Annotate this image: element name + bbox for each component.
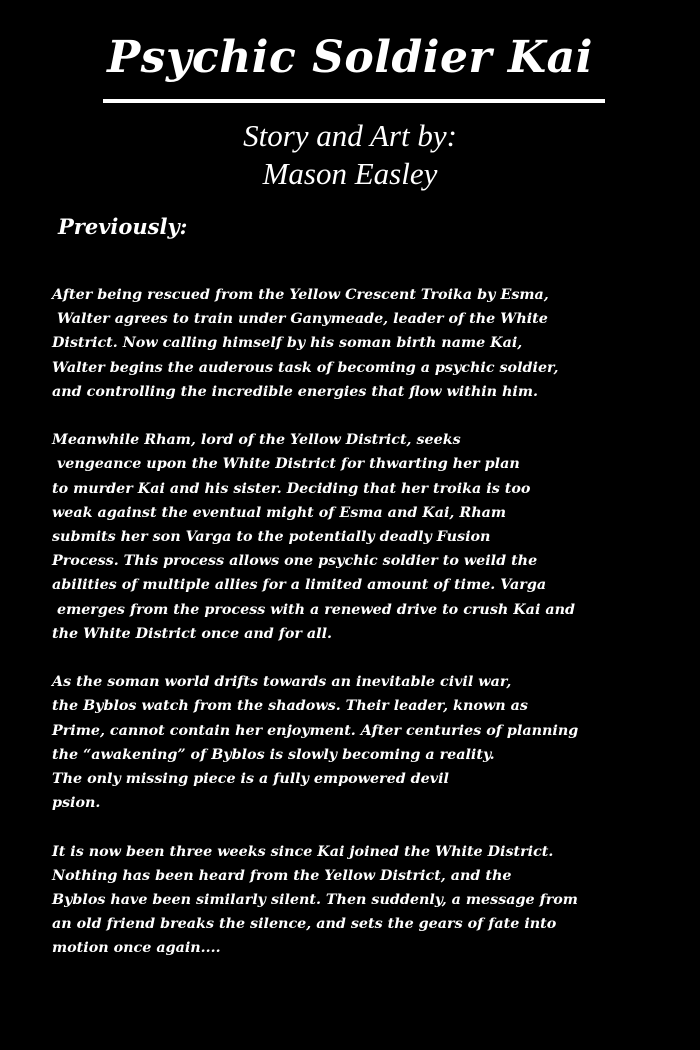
recap-text bbox=[52, 283, 692, 961]
recap-paragraph-3: As the soman world drifts towards an inevitable civil war, the Byblos watch from the shadows. Their leader, known as Prime, cannot contain her enjoyment. After centuries of planning the “awakening” of Byblos is slowly becoming a reality. The only missing piece is a fully empowered devil psion. bbox=[52, 674, 579, 812]
previously-heading: Previously: bbox=[58, 214, 188, 239]
title-divider bbox=[103, 99, 605, 103]
recap-paragraph-2: Meanwhile Rham, lord of the Yellow District, seeks vengeance upon the White District for thwarting her plan to murder Kai and his sister. Deciding that her troika is too weak against the eventual might of Esma and Kai, Rham submits her son Varga to the potentially deadly Fusion Process. This process allows one psychic soldier to weild the abilities of multiple allies for a limited amount of time. Varga emerges from the process with a renewed drive to crush Kai and the White District once and for all. bbox=[52, 432, 576, 642]
recap-paragraph-4: It is now been three weeks since Kai joined the White District. Nothing has been heard from the Yellow District, and the Byblos have been similarly silent. Then suddenly, a message from an old friend breaks the silence, and sets the gears of fate into motion once again.... bbox=[52, 843, 578, 957]
page-title: Psychic Soldier Kai bbox=[107, 32, 593, 83]
author-name: Mason Easley bbox=[262, 156, 438, 191]
recap-paragraph-1: After being rescued from the Yellow Crescent Troika by Esma, Walter agrees to train under Ganymeade, leader of the White District. Now calling himself by his soman birth name Kai, Walter begins the auderous task of becoming a psychic soldier, and controlling the incredible energies that flow within him. bbox=[52, 287, 559, 400]
credit-line: Story and Art by: bbox=[243, 118, 457, 153]
